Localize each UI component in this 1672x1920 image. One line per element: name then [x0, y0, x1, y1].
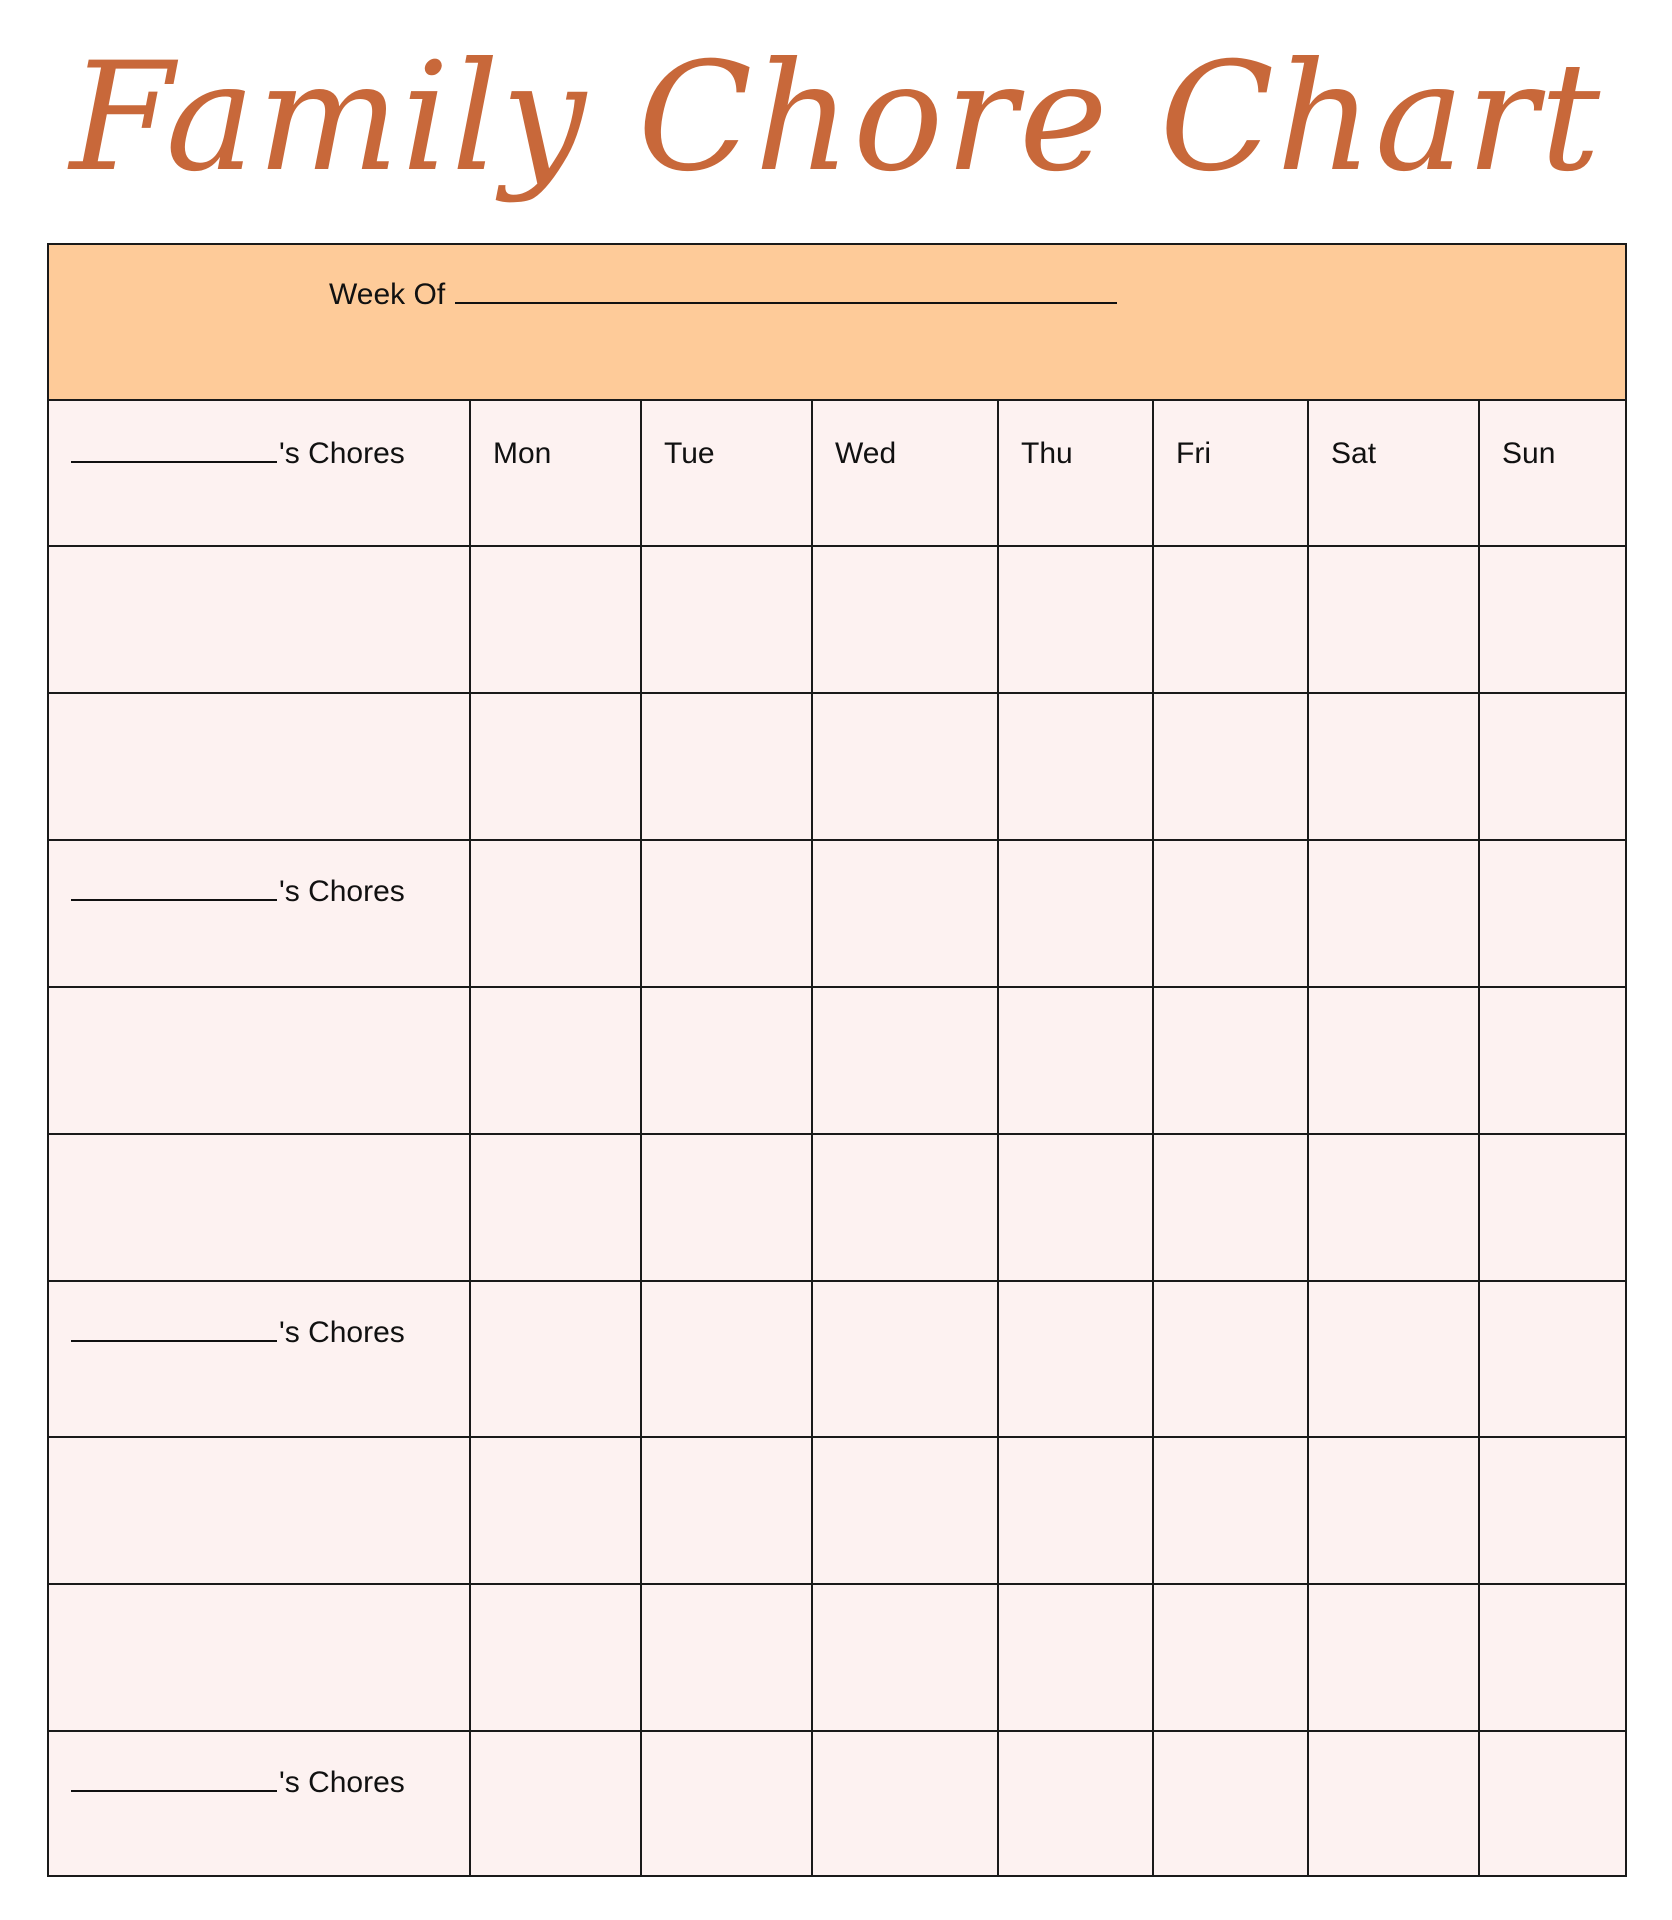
checkbox-cell[interactable]: [998, 1584, 1153, 1731]
header-row: [49, 399, 1627, 546]
checkbox-cell[interactable]: [1308, 1731, 1479, 1876]
week-of-field[interactable]: [329, 275, 1117, 315]
checkbox-cell[interactable]: [1153, 1731, 1308, 1876]
chores-label: 's Chores: [279, 1316, 405, 1349]
checkbox-cell[interactable]: [1479, 1437, 1627, 1584]
checkbox-cell[interactable]: [470, 1134, 641, 1281]
chore-row: [49, 1731, 1627, 1876]
checkbox-cell[interactable]: [1308, 546, 1479, 693]
chores-header-cell[interactable]: [49, 399, 470, 546]
checkbox-cell[interactable]: [812, 1584, 998, 1731]
chores-label: 's Chores: [279, 1766, 405, 1799]
week-of-blank-line[interactable]: [455, 301, 1117, 304]
checkbox-cell[interactable]: [641, 1134, 812, 1281]
checkbox-cell[interactable]: [998, 693, 1153, 840]
checkbox-cell[interactable]: [998, 1134, 1153, 1281]
checkbox-cell[interactable]: [470, 987, 641, 1134]
day-label: Thu: [1021, 437, 1073, 470]
day-header-sat: [1308, 399, 1479, 546]
checkbox-cell[interactable]: [812, 1437, 998, 1584]
day-header-fri: [1153, 399, 1308, 546]
chore-name-cell[interactable]: [49, 546, 470, 693]
day-label: Sun: [1502, 437, 1556, 470]
chore-name-cell[interactable]: [49, 987, 470, 1134]
checkbox-cell[interactable]: [641, 987, 812, 1134]
checkbox-cell[interactable]: [1308, 840, 1479, 987]
name-blank-line[interactable]: [71, 460, 277, 463]
chore-name-cell[interactable]: [49, 693, 470, 840]
checkbox-cell[interactable]: [1153, 546, 1308, 693]
chore-row: [49, 693, 1627, 840]
checkbox-cell[interactable]: [1153, 987, 1308, 1134]
checkbox-cell[interactable]: [1308, 987, 1479, 1134]
day-header-thu: [998, 399, 1153, 546]
day-header-wed: [812, 399, 998, 546]
checkbox-cell[interactable]: [998, 987, 1153, 1134]
chore-row: [49, 546, 1627, 693]
checkbox-cell[interactable]: [812, 840, 998, 987]
checkbox-cell[interactable]: [641, 546, 812, 693]
day-header-sun: [1479, 399, 1627, 546]
checkbox-cell[interactable]: [812, 1281, 998, 1437]
checkbox-cell[interactable]: [998, 1437, 1153, 1584]
checkbox-cell[interactable]: [1153, 1437, 1308, 1584]
checkbox-cell[interactable]: [1479, 1134, 1627, 1281]
checkbox-cell[interactable]: [1479, 693, 1627, 840]
chores-header-cell[interactable]: [49, 1281, 470, 1437]
checkbox-cell[interactable]: [1153, 1584, 1308, 1731]
checkbox-cell[interactable]: [470, 1437, 641, 1584]
checkbox-cell[interactable]: [1153, 693, 1308, 840]
checkbox-cell[interactable]: [641, 693, 812, 840]
chore-name-cell[interactable]: [49, 1437, 470, 1584]
chore-name-cell[interactable]: [49, 1134, 470, 1281]
day-label: Sat: [1331, 437, 1377, 470]
checkbox-cell[interactable]: [641, 1437, 812, 1584]
checkbox-cell[interactable]: [1153, 1134, 1308, 1281]
chore-grid: [49, 399, 1627, 1876]
chores-header-cell[interactable]: [49, 1731, 470, 1876]
checkbox-cell[interactable]: [812, 546, 998, 693]
name-blank-line[interactable]: [71, 1789, 277, 1792]
checkbox-cell[interactable]: [1153, 840, 1308, 987]
chore-row: [49, 1281, 1627, 1437]
checkbox-cell[interactable]: [470, 693, 641, 840]
checkbox-cell[interactable]: [641, 1731, 812, 1876]
day-label: Tue: [664, 437, 715, 470]
checkbox-cell[interactable]: [641, 840, 812, 987]
name-blank-line[interactable]: [71, 1339, 277, 1342]
week-of-label: Week Of: [329, 278, 446, 311]
day-label: Mon: [493, 437, 552, 470]
checkbox-cell[interactable]: [641, 1584, 812, 1731]
checkbox-cell[interactable]: [998, 840, 1153, 987]
checkbox-cell[interactable]: [470, 1731, 641, 1876]
checkbox-cell[interactable]: [1308, 693, 1479, 840]
name-blank-line[interactable]: [71, 898, 277, 901]
checkbox-cell[interactable]: [470, 840, 641, 987]
checkbox-cell[interactable]: [998, 1731, 1153, 1876]
chores-label: 's Chores: [279, 437, 405, 470]
checkbox-cell[interactable]: [1479, 987, 1627, 1134]
chore-row: [49, 987, 1627, 1134]
chore-row: [49, 1584, 1627, 1731]
checkbox-cell[interactable]: [1308, 1134, 1479, 1281]
checkbox-cell[interactable]: [470, 546, 641, 693]
checkbox-cell[interactable]: [1479, 1584, 1627, 1731]
week-of-band: [49, 245, 1625, 401]
chore-name-cell[interactable]: [49, 1584, 470, 1731]
checkbox-cell[interactable]: [812, 1731, 998, 1876]
checkbox-cell[interactable]: [1308, 1584, 1479, 1731]
checkbox-cell[interactable]: [1479, 840, 1627, 987]
checkbox-cell[interactable]: [641, 1281, 812, 1437]
day-label: Wed: [835, 437, 897, 470]
day-label: Fri: [1176, 437, 1211, 470]
checkbox-cell[interactable]: [1479, 1731, 1627, 1876]
checkbox-cell[interactable]: [812, 987, 998, 1134]
checkbox-cell[interactable]: [812, 1134, 998, 1281]
checkbox-cell[interactable]: [1153, 1281, 1308, 1437]
checkbox-cell[interactable]: [998, 1281, 1153, 1437]
checkbox-cell[interactable]: [1479, 1281, 1627, 1437]
chore-row: [49, 1437, 1627, 1584]
checkbox-cell[interactable]: [470, 1281, 641, 1437]
chores-header-cell[interactable]: [49, 840, 470, 987]
checkbox-cell[interactable]: [1308, 1437, 1479, 1584]
checkbox-cell[interactable]: [812, 693, 998, 840]
checkbox-cell[interactable]: [1479, 546, 1627, 693]
checkbox-cell[interactable]: [470, 1584, 641, 1731]
chore-row: [49, 1134, 1627, 1281]
chore-sheet: [47, 243, 1627, 1877]
chores-label: 's Chores: [279, 875, 405, 908]
checkbox-cell[interactable]: [1308, 1281, 1479, 1437]
checkbox-cell[interactable]: [998, 546, 1153, 693]
day-header-mon: [470, 399, 641, 546]
day-header-tue: [641, 399, 812, 546]
chart-title: Family Chore Chart: [69, 31, 1603, 205]
chore-row: [49, 840, 1627, 987]
